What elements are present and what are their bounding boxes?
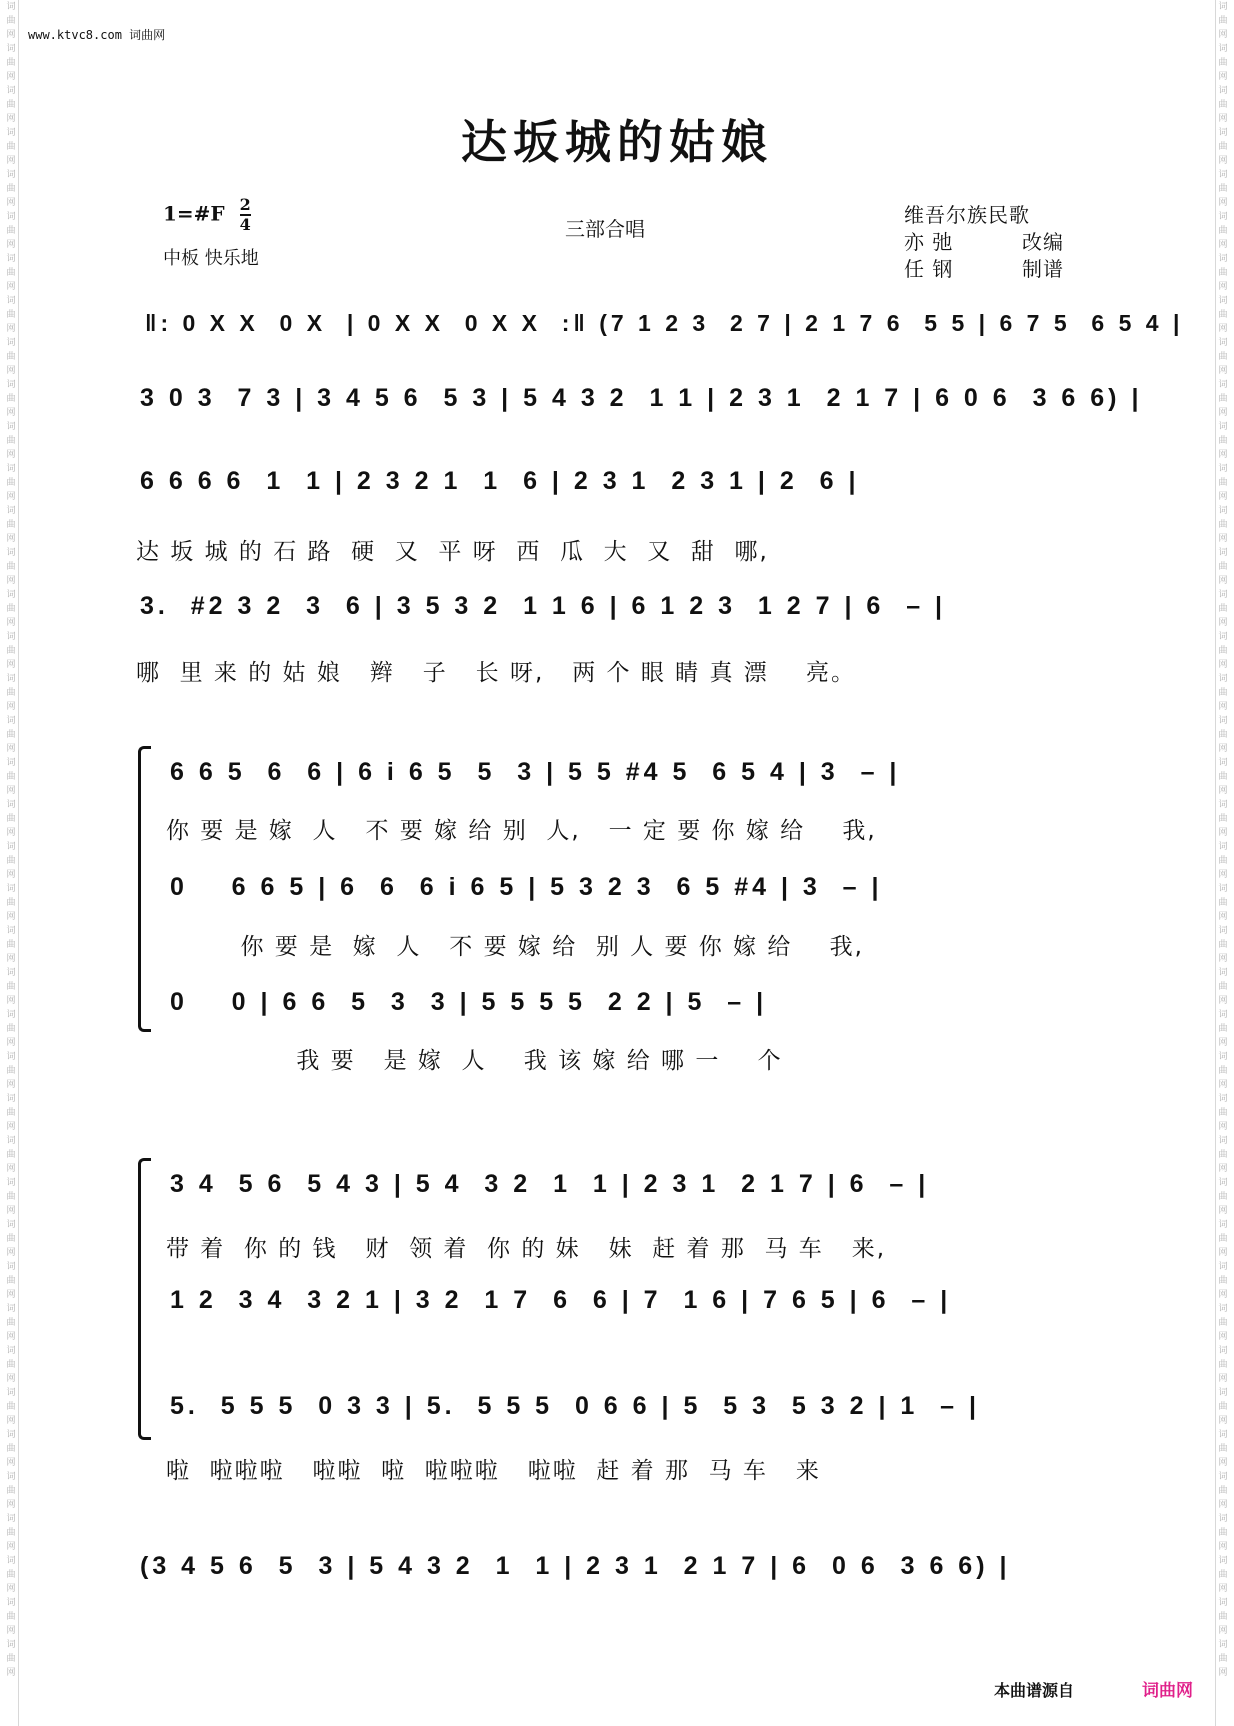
- credit-line: [904, 256, 1064, 283]
- score-row-outro: (3 4 5 6 5 3 | 5 4 3 2 1 1 | 2 3 1 2 1 7 | 6 0 6 3 6 6) |: [140, 1552, 1011, 1580]
- score-row-soprano-1: 6 6 5 6 6 | 6 i 6 5 5 3 | 5 5 #4 5 6 5 4 | 3 – |: [170, 758, 901, 786]
- score-row-bass-1: 0 0 | 6 6 5 3 3 | 5 5 5 5 2 2 | 5 – |: [170, 988, 768, 1016]
- credit-line: [904, 229, 1064, 256]
- score-row-1: ‖: 0 X X 0 X | 0 X X 0 X X :‖ (7 1 2 3 2 7 | 2 1 7 6 5 5 | 6 7 5 6 5 4 |: [145, 310, 1184, 336]
- time-signature: [240, 196, 251, 234]
- credit-line: [904, 202, 1064, 229]
- credits: [904, 202, 1064, 283]
- score-row-bass-2: 5. 5 5 5 0 3 3 | 5. 5 5 5 0 6 6 | 5 5 3 5 3 2 | 1 – |: [170, 1392, 981, 1420]
- lyric-row-bass-2: 啦 啦啦啦 啦啦 啦 啦啦啦 啦啦 赶 着 那 马 车 来: [166, 1458, 821, 1484]
- left-watermark-column: 词曲网 词曲网 词曲网 词曲网 词曲网 词曲网 词曲网 词曲网 词曲网 词曲网 词曲网 词曲网 词曲网 词曲网 词曲网 词曲网 词曲网 词曲网 词曲网 词曲网 词曲网 词曲网 词曲网 词曲网 词曲网 词曲网 词曲网 词曲网 词曲网 词曲网 词曲网 词曲网 词曲网 词曲网 词曲网 词曲网 词曲网 词曲网 词曲网 词曲网: [4, 0, 19, 1726]
- credit-name: 维吾尔族民歌: [904, 203, 1030, 227]
- score-row-2: 3 0 3 7 3 | 3 4 5 6 5 3 | 5 4 3 2 1 1 | 2 3 1 2 1 7 | 6 0 6 3 6 6) |: [140, 384, 1143, 412]
- credit-name: 亦 弛: [904, 230, 954, 254]
- score-row-4: 3. #2 3 2 3 6 | 3 5 3 2 1 1 6 | 6 1 2 3 1 2 7 | 6 – |: [140, 592, 947, 620]
- footer-brand-link[interactable]: 词曲网: [1142, 1681, 1193, 1701]
- score-row-alto-2: 1 2 3 4 3 2 1 | 3 2 1 7 6 6 | 7 1 6 | 7 6 5 | 6 – |: [170, 1286, 952, 1314]
- key-signature: [163, 196, 251, 234]
- time-top: 2: [239, 195, 251, 214]
- time-bottom: 4: [239, 215, 251, 234]
- song-title: 达坂城的姑娘: [461, 115, 773, 169]
- key-label: 1=#F: [163, 201, 225, 226]
- credit-name: 任 钢: [904, 257, 954, 281]
- lyric-row-3: 达 坂 城 的 石 路 硬 又 平 呀 西 瓜 大 又 甜 哪,: [136, 539, 769, 565]
- lyric-row-bass-1: 我 要 是 嫁 人 我 该 嫁 给 哪 一 个: [166, 1048, 783, 1074]
- tempo-marking: 中板 快乐地: [163, 248, 259, 269]
- performance-form: 三部合唱: [565, 217, 645, 241]
- lyric-row-alto-1: 你 要 是 嫁 人 不 要 嫁 给 别 人 要 你 嫁 给 我,: [166, 934, 864, 960]
- score-row-alto-1: 0 6 6 5 | 6 6 6 i 6 5 | 5 3 2 3 6 5 #4 | 3 – |: [170, 873, 883, 901]
- score-row-3: 6 6 6 6 1 1 | 2 3 2 1 1 6 | 2 3 1 2 3 1 | 2 6 |: [140, 467, 860, 495]
- footer-source-label: 本曲谱源自: [994, 1681, 1075, 1700]
- site-url[interactable]: www.ktvc8.com 词曲网: [28, 28, 166, 42]
- lyric-row-soprano-2: 带 着 你 的 钱 财 领 着 你 的 妹 妹 赶 着 那 马 车 来,: [166, 1236, 887, 1262]
- lyric-row-4: 哪 里 来 的 姑 娘 辫 子 长 呀, 两 个 眼 睛 真 漂 亮。: [136, 660, 857, 686]
- part-brace-2: [138, 1158, 151, 1440]
- credit-role: 改编: [1022, 230, 1064, 254]
- part-brace-1: [138, 746, 151, 1032]
- score-row-soprano-2: 3 4 5 6 5 4 3 | 5 4 3 2 1 1 | 2 3 1 2 1 7 | 6 – |: [170, 1170, 930, 1198]
- lyric-row-soprano-1: 你 要 是 嫁 人 不 要 嫁 给 别 人, 一 定 要 你 嫁 给 我,: [166, 818, 877, 844]
- credit-role: 制谱: [1022, 257, 1064, 281]
- right-watermark-column: 词曲网 词曲网 词曲网 词曲网 词曲网 词曲网 词曲网 词曲网 词曲网 词曲网 词曲网 词曲网 词曲网 词曲网 词曲网 词曲网 词曲网 词曲网 词曲网 词曲网 词曲网 词曲网 词曲网 词曲网 词曲网 词曲网 词曲网 词曲网 词曲网 词曲网 词曲网 词曲网 词曲网 词曲网 词曲网 词曲网 词曲网 词曲网 词曲网 词曲网: [1215, 0, 1230, 1726]
